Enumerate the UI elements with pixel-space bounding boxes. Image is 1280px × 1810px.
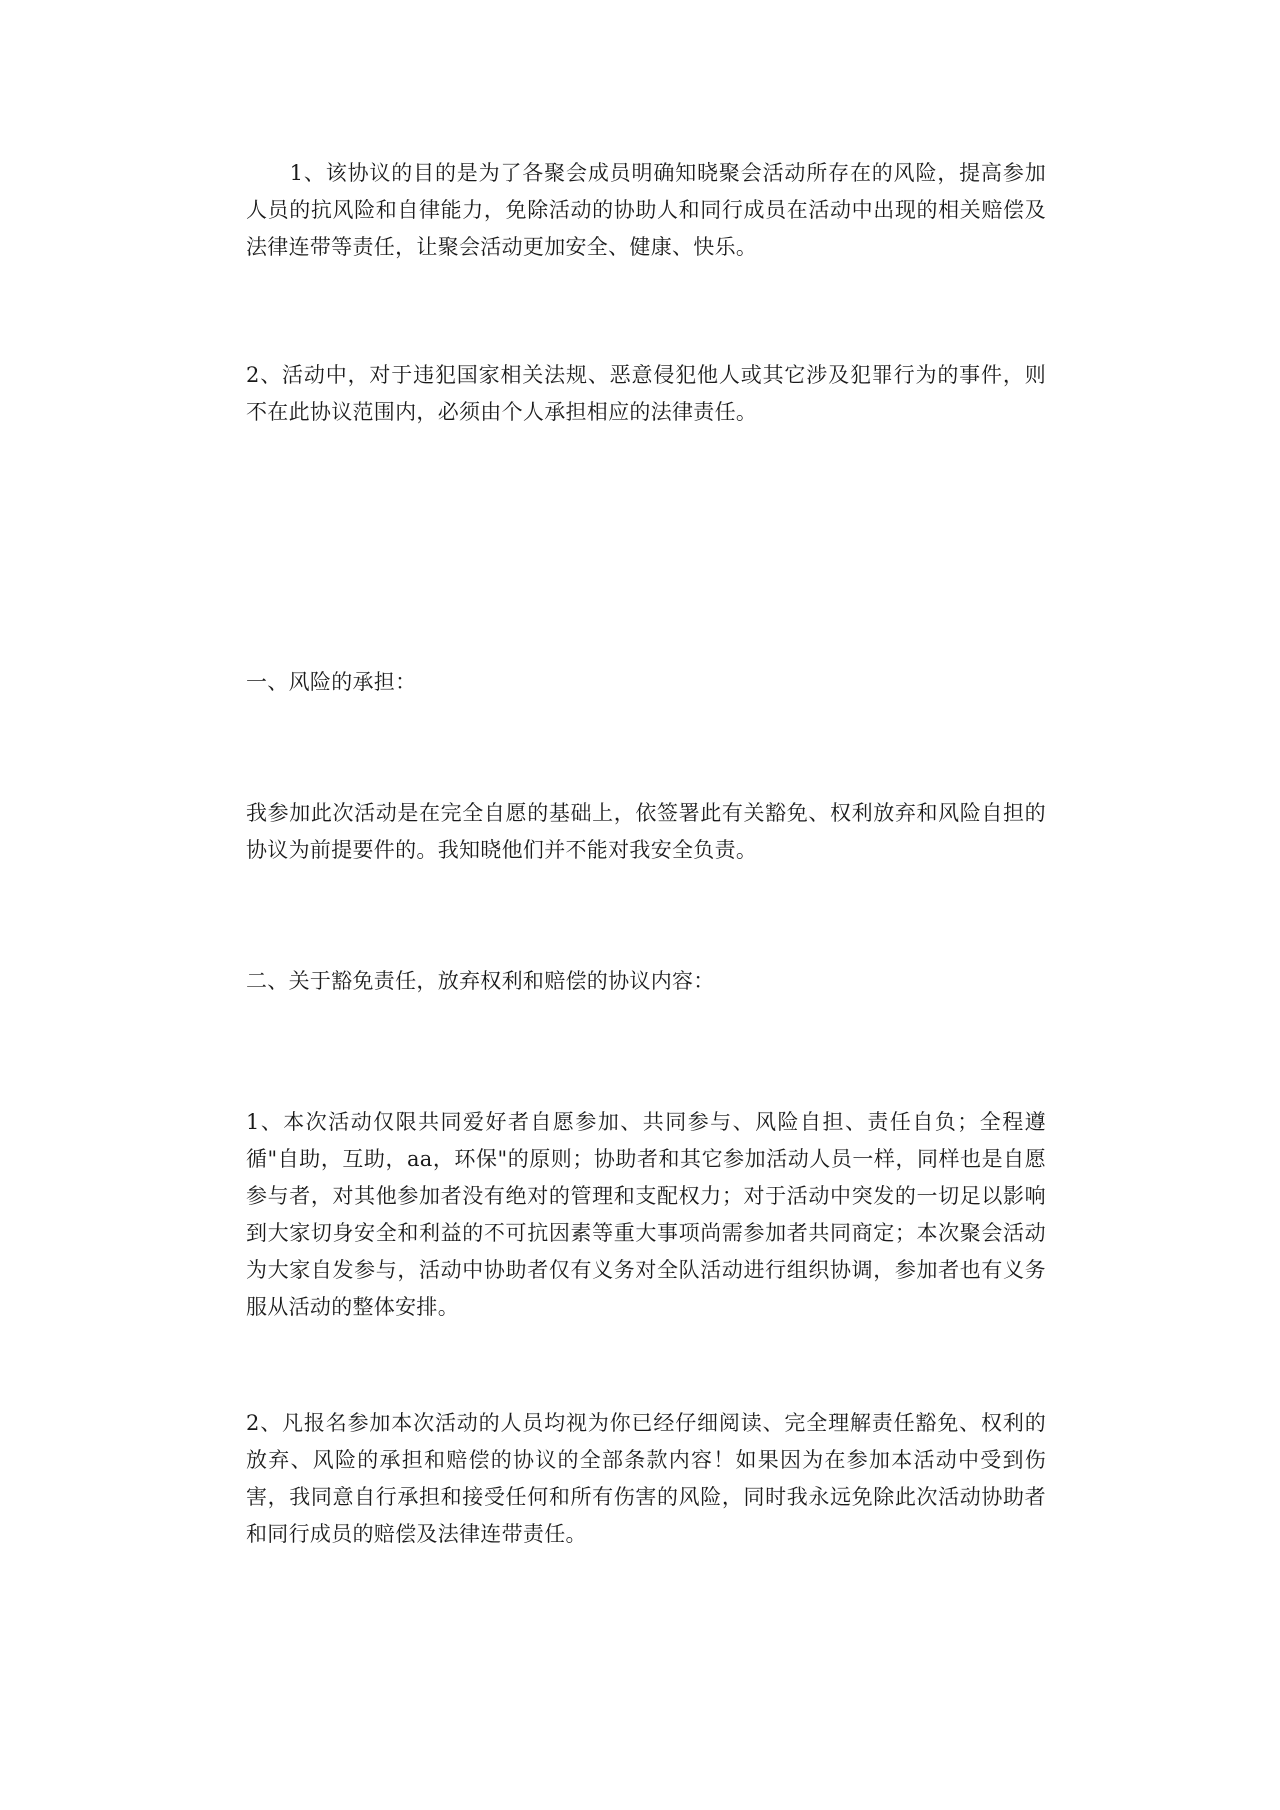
intro-paragraph-2: 2、活动中，对于违犯国家相关法规、恶意侵犯他人或其它涉及犯罪行为的事件，则不在此协议范围内，必须由个人承担相应的法律责任。 xyxy=(246,363,1046,424)
section-body-risk: 我参加此次活动是在完全自愿的基础上，依签署此有关豁免、权利放弃和风险自担的协议为前提要件的。我知晓他们并不能对我安全负责。 xyxy=(246,801,1046,862)
section-heading-risk: 一、风险的承担： xyxy=(246,670,417,694)
section-heading-waiver: 二、关于豁免责任，放弃权利和赔偿的协议内容： xyxy=(246,969,715,993)
waiver-item-1: 1、本次活动仅限共同爱好者自愿参加、共同参与、风险自担、责任自负；全程遵循"自助，互助，aa，环保"的原则；协助者和其它参加活动人员一样，同样也是自愿参与者，对其他参加者没有绝对的管理和支配权力；对于活动中突发的一切足以影响到大家切身安全和利益的不可抗因素等重大事项尚需参加者共同商定；本次聚会活动为大家自发参与，活动中协助者仅有义务对全队活动进行组织协调，参加者也有义务服从活动的整体安排。 xyxy=(246,1110,1046,1319)
intro-paragraph-1: 1、该协议的目的是为了各聚会成员明确知晓聚会活动所存在的风险，提高参加人员的抗风险和自律能力，免除活动的协助人和同行成员在活动中出现的相关赔偿及法律连带等责任，让聚会活动更加安全、健康、快乐。 xyxy=(246,161,1046,259)
waiver-item-2: 2、凡报名参加本次活动的人员均视为你已经仔细阅读、完全理解责任豁免、权利的放弃、风险的承担和赔偿的协议的全部条款内容！如果因为在参加本活动中受到伤害，我同意自行承担和接受任何和所有伤害的风险，同时我永远免除此次活动协助者和同行成员的赔偿及法律连带责任。 xyxy=(246,1411,1046,1546)
